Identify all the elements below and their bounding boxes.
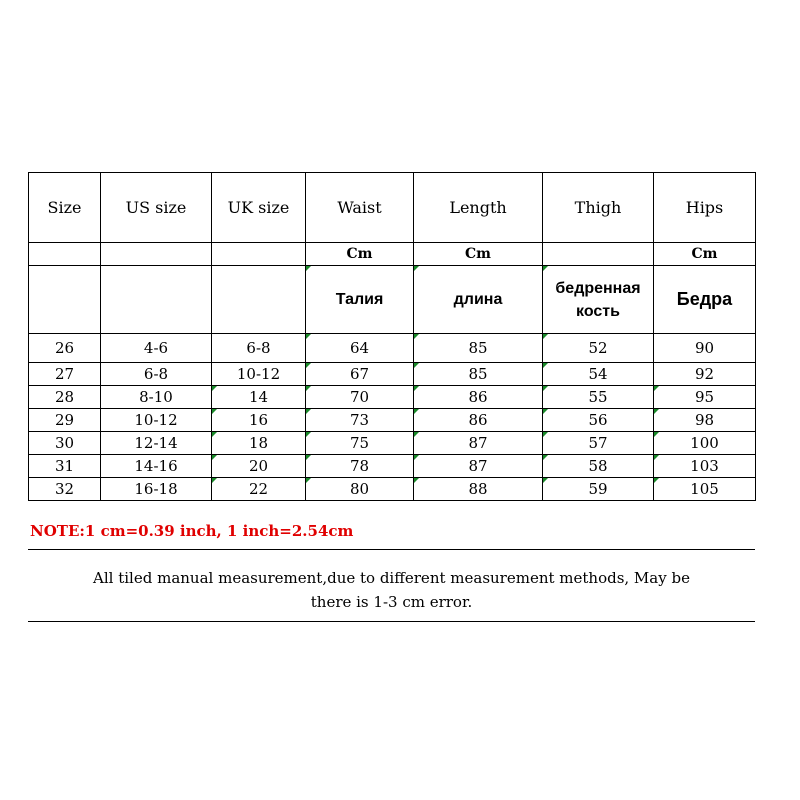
unit-row <box>29 243 756 266</box>
table-cell-length: 86 <box>414 409 543 432</box>
table-cell-size: 27 <box>29 363 101 386</box>
table-cell-waist: 75 <box>306 432 414 455</box>
table-cell-thigh: 56 <box>543 409 654 432</box>
table-cell-hips: 98 <box>654 409 756 432</box>
table-cell-length: 87 <box>414 455 543 478</box>
table-cell-uk-size: 6-8 <box>212 334 306 363</box>
table-cell-uk-size: 16 <box>212 409 306 432</box>
table-row <box>29 386 756 409</box>
table-row <box>29 478 756 501</box>
table-cell-hips: 95 <box>654 386 756 409</box>
russian-header-row <box>29 266 756 334</box>
table-cell-us-size: 4-6 <box>101 334 212 363</box>
russian-header-cell-thigh: бедренная кость <box>543 266 654 334</box>
divider-bottom <box>28 621 755 622</box>
table-cell-waist: 80 <box>306 478 414 501</box>
unit-cell-uk-size <box>212 243 306 266</box>
table-cell-us-size: 12-14 <box>101 432 212 455</box>
unit-cell-thigh <box>543 243 654 266</box>
table-cell-waist: 64 <box>306 334 414 363</box>
table-cell-thigh: 54 <box>543 363 654 386</box>
table-cell-us-size: 6-8 <box>101 363 212 386</box>
russian-header-cell-hips: Бедра <box>654 266 756 334</box>
table-cell-hips: 92 <box>654 363 756 386</box>
table-row <box>29 363 756 386</box>
table-cell-waist: 78 <box>306 455 414 478</box>
table-row <box>29 409 756 432</box>
table-cell-size: 32 <box>29 478 101 501</box>
table-cell-us-size: 10-12 <box>101 409 212 432</box>
table-cell-us-size: 14-16 <box>101 455 212 478</box>
header-cell-us-size: US size <box>101 173 212 243</box>
table-row <box>29 432 756 455</box>
disclaimer-line-2: there is 1-3 cm error. <box>310 593 473 611</box>
table-cell-thigh: 55 <box>543 386 654 409</box>
table-cell-waist: 73 <box>306 409 414 432</box>
table-cell-length: 85 <box>414 334 543 363</box>
table-cell-waist: 67 <box>306 363 414 386</box>
table-cell-thigh: 58 <box>543 455 654 478</box>
table-cell-size: 29 <box>29 409 101 432</box>
table-cell-length: 86 <box>414 386 543 409</box>
table-cell-hips: 100 <box>654 432 756 455</box>
size-chart-table <box>28 172 756 501</box>
unit-cell-hips: Cm <box>654 243 756 266</box>
unit-cell-waist: Cm <box>306 243 414 266</box>
header-cell-length: Length <box>414 173 543 243</box>
table-cell-length: 85 <box>414 363 543 386</box>
table-cell-us-size: 8-10 <box>101 386 212 409</box>
table-cell-size: 28 <box>29 386 101 409</box>
unit-cell-length: Cm <box>414 243 543 266</box>
header-cell-uk-size: UK size <box>212 173 306 243</box>
header-row <box>29 173 756 243</box>
table-cell-size: 31 <box>29 455 101 478</box>
table-cell-size: 30 <box>29 432 101 455</box>
table-cell-uk-size: 20 <box>212 455 306 478</box>
russian-header-cell-uk-size <box>212 266 306 334</box>
table-cell-hips: 105 <box>654 478 756 501</box>
russian-header-cell-length: длина <box>414 266 543 334</box>
header-cell-thigh: Thigh <box>543 173 654 243</box>
table-cell-waist: 70 <box>306 386 414 409</box>
table-cell-uk-size: 22 <box>212 478 306 501</box>
table-row <box>29 334 756 363</box>
measurement-disclaimer <box>28 566 755 614</box>
table-cell-size: 26 <box>29 334 101 363</box>
header-cell-hips: Hips <box>654 173 756 243</box>
russian-header-cell-us-size <box>101 266 212 334</box>
table-cell-uk-size: 10-12 <box>212 363 306 386</box>
table-cell-thigh: 52 <box>543 334 654 363</box>
unit-cell-size <box>29 243 101 266</box>
conversion-note: NOTE:1 cm=0.39 inch, 1 inch=2.54cm <box>30 522 354 540</box>
russian-header-cell-waist: Талия <box>306 266 414 334</box>
table-cell-length: 88 <box>414 478 543 501</box>
disclaimer-line-1: All tiled manual measurement,due to different measurement methods, May be <box>93 569 690 587</box>
unit-cell-us-size <box>101 243 212 266</box>
table-cell-hips: 103 <box>654 455 756 478</box>
header-cell-size: Size <box>29 173 101 243</box>
header-cell-waist: Waist <box>306 173 414 243</box>
table-cell-hips: 90 <box>654 334 756 363</box>
divider-top <box>28 549 755 550</box>
russian-header-cell-size <box>29 266 101 334</box>
table-cell-thigh: 57 <box>543 432 654 455</box>
table-cell-uk-size: 18 <box>212 432 306 455</box>
table-cell-thigh: 59 <box>543 478 654 501</box>
table-cell-uk-size: 14 <box>212 386 306 409</box>
table-cell-length: 87 <box>414 432 543 455</box>
table-cell-us-size: 16-18 <box>101 478 212 501</box>
table-row <box>29 455 756 478</box>
